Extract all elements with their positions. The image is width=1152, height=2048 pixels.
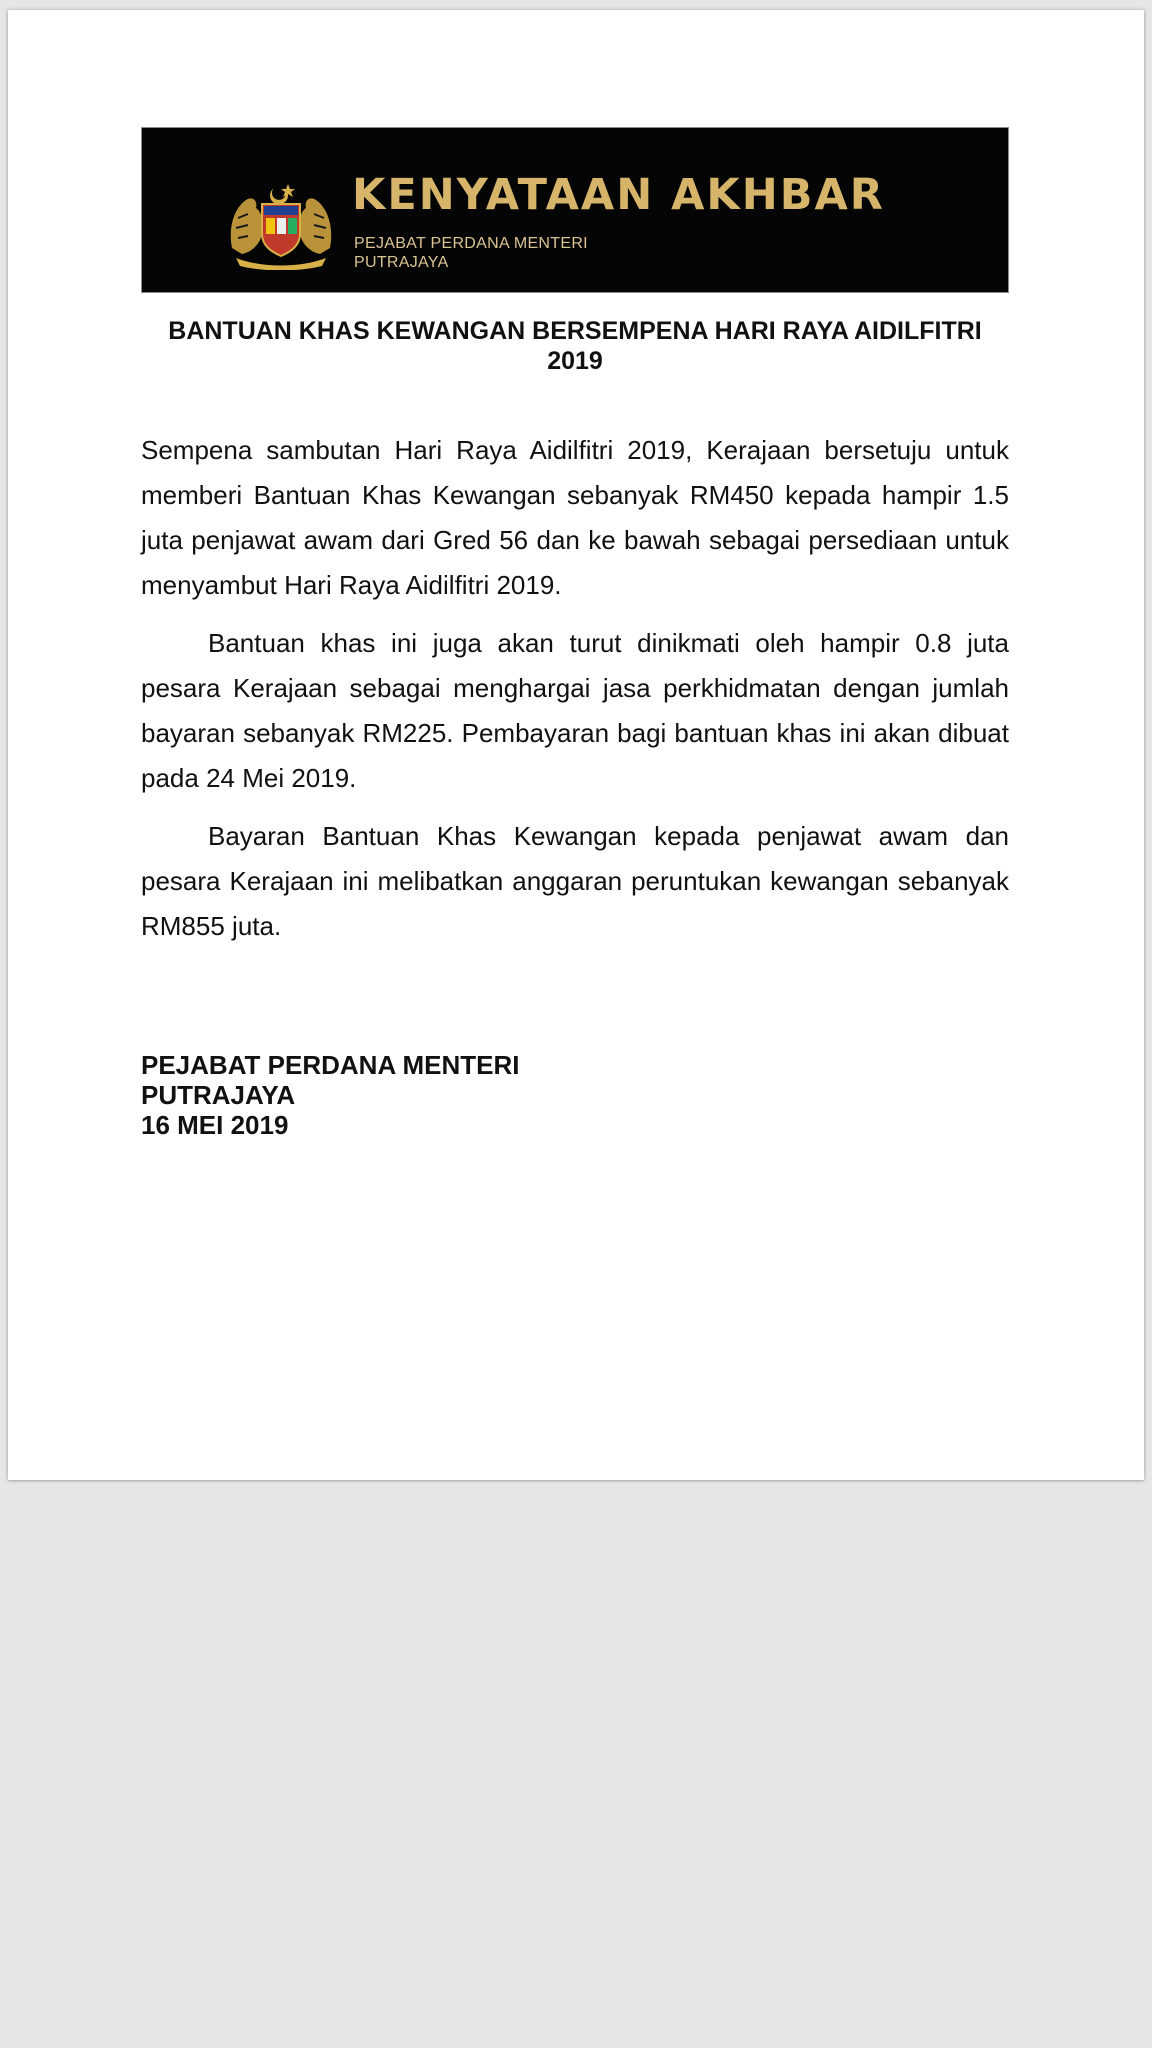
press-release-banner <box>141 127 1009 293</box>
signature-date: 16 MEI 2019 <box>141 1110 289 1140</box>
banner-title: KENYATAAN AKHBAR <box>352 170 885 220</box>
paragraph: Sempena sambutan Hari Raya Aidilfitri 2019, Kerajaan bersetuju untuk memberi Bantuan Khas Kewangan sebanyak RM450 kepada hampir 1.5 juta penjawat awam dari Gred 56 dan ke bawah sebagai persediaan untuk menyambut Hari Raya Aidilfitri 2019. <box>141 435 1009 600</box>
banner-subtitle-office: PEJABAT PERDANA MENTERI <box>354 235 588 252</box>
malaysia-coat-of-arms-icon <box>222 178 340 270</box>
body-text <box>141 428 1009 962</box>
paragraph: Bayaran Bantuan Khas Kewangan kepada penjawat awam dan pesara Kerajaan ini melibatkan anggaran peruntukan kewangan sebanyak RM855 juta. <box>141 821 1009 941</box>
signature-place: PUTRAJAYA <box>141 1080 296 1110</box>
headline: BANTUAN KHAS KEWANGAN BERSEMPENA HARI RAYA AIDILFITRI 2019 <box>168 317 982 375</box>
banner-subtitle <box>354 234 588 272</box>
banner-subtitle-place: PUTRAJAYA <box>354 254 449 271</box>
document-page <box>8 10 1144 1480</box>
paragraph: Bantuan khas ini juga akan turut dinikmati oleh hampir 0.8 juta pesara Kerajaan sebagai menghargai jasa perkhidmatan dengan jumlah bayaran sebanyak RM225. Pembayaran bagi bantuan khas ini akan dibuat pada 24 Mei 2019. <box>141 628 1009 793</box>
signature-office: PEJABAT PERDANA MENTERI <box>141 1050 520 1080</box>
signature-block <box>141 1050 519 1140</box>
